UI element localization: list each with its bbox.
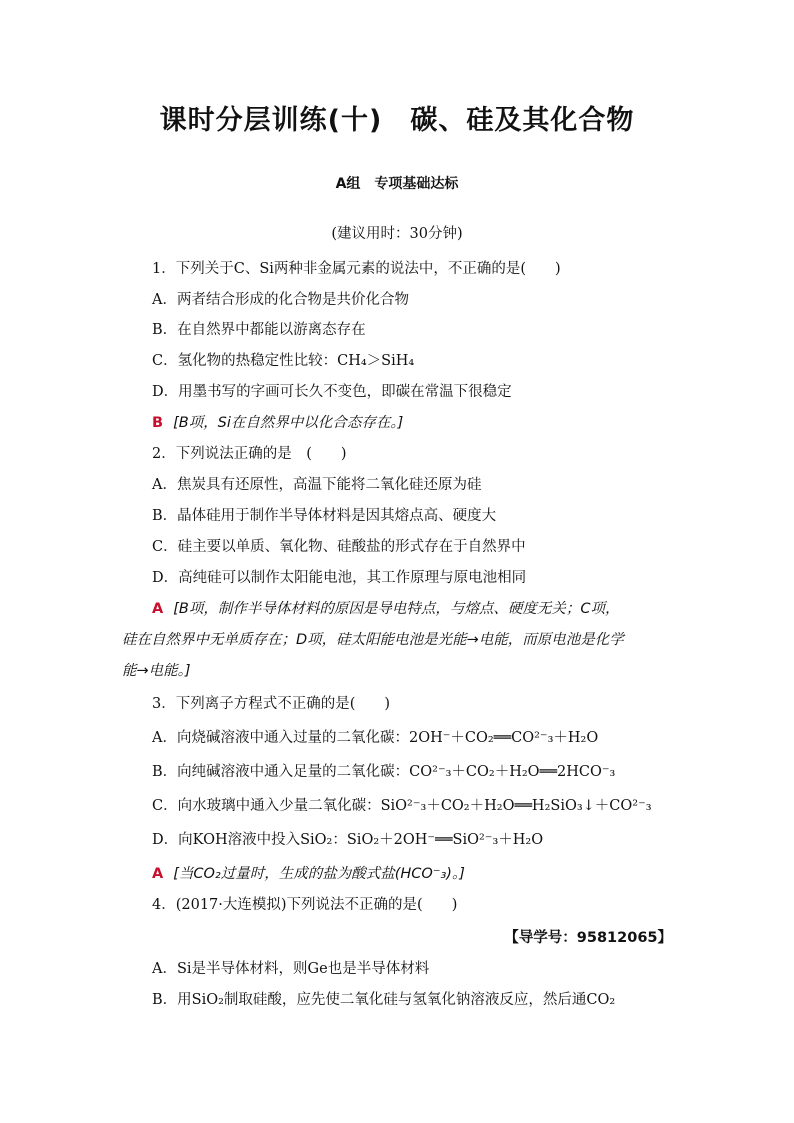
q2-option-d: D．高纯硅可以制作太阳能电池，其工作原理与原电池相同 bbox=[152, 570, 527, 586]
q3-answer bbox=[152, 862, 465, 883]
q3-option-c: C．向水玻璃中通入少量二氧化碳：SiO²⁻₃＋CO₂＋H₂O══H₂SiO₃↓＋CO²⁻₃ bbox=[152, 798, 652, 814]
q3-option-a: A．向烧碱溶液中通入过量的二氧化碳：2OH⁻＋CO₂══CO²⁻₃＋H₂O bbox=[152, 730, 599, 746]
q2-answer bbox=[152, 597, 619, 618]
q3-answer-key: A bbox=[152, 866, 164, 882]
q2-option-b: B．晶体硅用于制作半导体材料是因其熔点高、硬度大 bbox=[152, 508, 497, 524]
q1-option-d: D．用墨书写的字画可长久不变色，即碳在常温下很稳定 bbox=[152, 384, 512, 400]
group-heading bbox=[0, 173, 794, 193]
q1-option-b: B．在自然界中都能以游离态存在 bbox=[152, 322, 366, 338]
q2-stem: 2．下列说法正确的是 ( ) bbox=[152, 446, 347, 462]
q4-option-a: A．Si是半导体材料，则Ge也是半导体材料 bbox=[152, 961, 430, 977]
q3-answer-explanation: [当CO₂过量时，生成的盐为酸式盐(HCO⁻₃)。] bbox=[173, 866, 465, 882]
q1-answer-explanation: [B项，Si在自然界中以化合态存在。] bbox=[173, 415, 404, 431]
page-title-main: 课时分层训练(十) bbox=[159, 105, 383, 136]
q2-option-c: C．硅主要以单质、氧化物、硅酸盐的形式存在于自然界中 bbox=[152, 539, 526, 555]
time-note: (建议用时：30分钟) bbox=[331, 226, 463, 242]
q3-option-d: D．向KOH溶液中投入SiO₂：SiO₂＋2OH⁻══SiO²⁻₃＋H₂O bbox=[152, 832, 544, 848]
q1-answer-key: B bbox=[152, 415, 164, 431]
q1-option-c: C．氢化物的热稳定性比较：CH₄＞SiH₄ bbox=[152, 353, 415, 369]
group-label: A组 bbox=[335, 176, 361, 192]
q1-option-a: A．两者结合形成的化合物是共价化合物 bbox=[152, 292, 409, 308]
q3-stem: 3．下列离子方程式不正确的是( ) bbox=[152, 696, 391, 712]
q2-answer-explanation-1: [B项，制作半导体材料的原因是导电特点，与熔点、硬度无关；C项， bbox=[173, 601, 620, 617]
q2-option-a: A．焦炭具有还原性，高温下能将二氧化硅还原为硅 bbox=[152, 477, 482, 493]
page-title-topic: 碳、硅及其化合物 bbox=[410, 105, 635, 136]
guide-number: 【导学号：95812065】 bbox=[504, 930, 672, 946]
q1-stem: 1．下列关于C、Si两种非金属元素的说法中，不正确的是( ) bbox=[152, 261, 561, 277]
q4-option-b: B．用SiO₂制取硅酸，应先使二氧化硅与氢氧化钠溶液反应，然后通CO₂ bbox=[152, 992, 616, 1008]
q2-answer-explanation-2: 硅在自然界中无单质存在；D项，硅太阳能电池是光能→电能，而原电池是化学 bbox=[122, 632, 624, 648]
q2-answer-explanation-3: 能→电能。] bbox=[122, 663, 191, 679]
q3-option-b: B．向纯碱溶液中通入足量的二氧化碳：CO²⁻₃＋CO₂＋H₂O══2HCO⁻₃ bbox=[152, 764, 616, 780]
q2-answer-key: A bbox=[152, 601, 164, 617]
q4-stem: 4．(2017·大连模拟)下列说法不正确的是( ) bbox=[152, 897, 458, 913]
group-subtitle: 专项基础达标 bbox=[374, 176, 459, 192]
page-title bbox=[0, 98, 794, 137]
q1-answer bbox=[152, 411, 403, 432]
